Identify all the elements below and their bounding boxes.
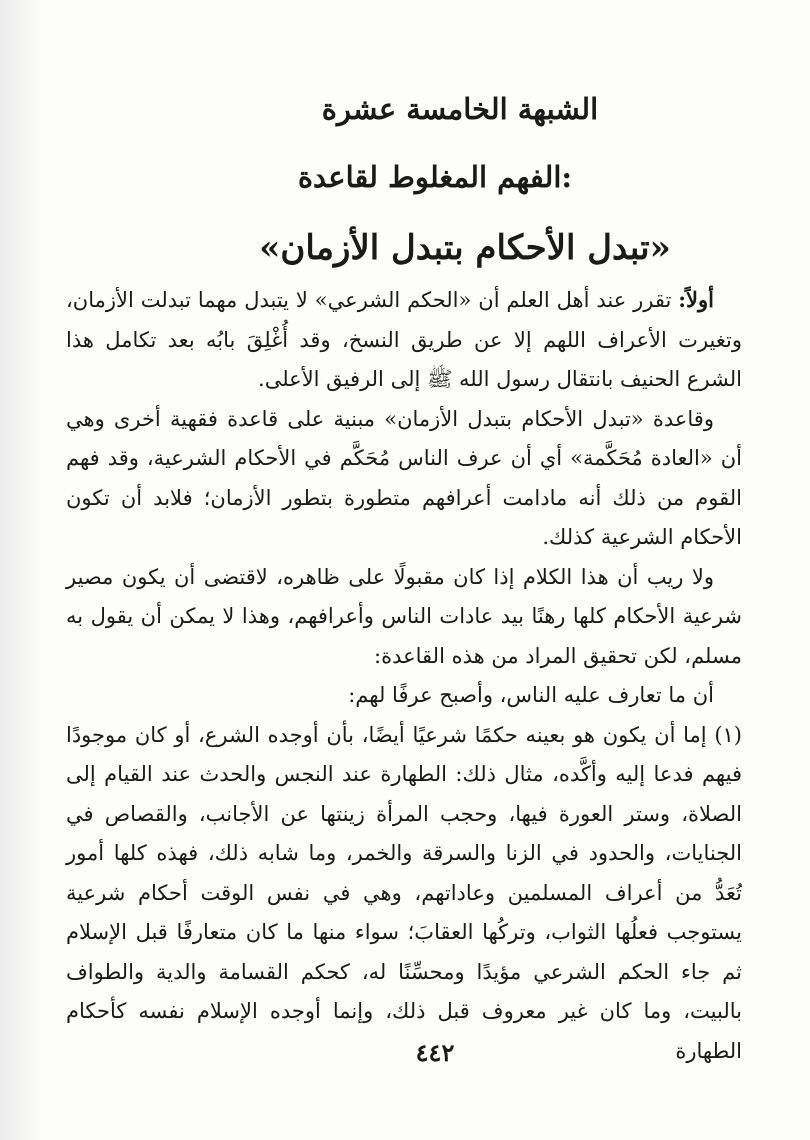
body-text	[66, 280, 742, 1071]
paragraph-4: أن ما تعارف عليه الناس، وأصبح عرفًا لهم:	[348, 683, 714, 707]
page-number: ٤٤٢	[415, 1038, 455, 1067]
paragraph-1	[66, 280, 742, 400]
paragraph-1-lead: أولاً:	[678, 287, 714, 312]
paragraph-5: (١) إما أن يكون هو بعينه حكمًا شرعيًا أيضًا، بأن أوجده الشرع، أو كان موجودًا فيهم فدعا إليه وأكَّده، مثال ذلك: الطهارة عند النجس والحدث عند القيام إلى الصلاة، وستر العورة فيها، وحجب المرأة زينتها عن الأجانب، والقصاص في الجنايات، والحدود في الزنا والسرقة والخمر، وما شابه ذلك، فهذه كلها أمور تُعَدُّ من أعراف المسلمين وعاداتهم، وهي في نفس الوقت أحكام شرعية يستوجب فعلُها الثواب، وتركُها العقابَ؛ سواء منها ما كان متعارفًا قبل الإسلام ثم جاء الحكم الشرعي مؤيدًا ومحسِّنًا له، كحكم القسامة والدية والطواف بالبيت، وما كان غير معروف قبل ذلك، وإنما أوجده الإسلام نفسه كأحكام الطهارة	[66, 722, 742, 1063]
paragraph-3: ولا ريب أن هذا الكلام إذا كان مقبولًا على ظاهره، لاقتضى أن يكون مصير شرعية الأحكام كلها رهنًا بيد عادات الناس وأعرافهم، وهذا لا يمكن أن يقول به مسلم، لكن تحقيق المراد من هذه القاعدة:	[66, 564, 742, 668]
chapter-title: الشبهة الخامسة عشرة	[321, 92, 599, 126]
paragraph-2: وقاعدة «تبدل الأحكام بتبدل الأزمان» مبنية على قاعدة فقهية أخرى وهي أن «العادة مُحَكَّمة» أي أن عرف الناس مُحَكَّم في الأحكام الشرعية، وقد فهم القوم من ذلك أنه مادامت أعرافهم متطورة بتطور الأزمان؛ فلابد أن تكون الأحكام الشرعية كذلك.	[66, 406, 742, 549]
chapter-headings	[0, 92, 810, 268]
chapter-subtitle: الفهم المغلوط لقاعدة:	[297, 160, 573, 194]
paragraph-1-text: تقرر عند أهل العلم أن «الحكم الشرعي» لا يتبدل مهما تبدلت الأزمان، وتغيرت الأعراف اللهم إلا عن طريق النسخ، وقد أُغْلِقَ بابُه بعد تكامل هذا الشرع الحنيف بانتقال رسول الله ﷺ إلى الرفيق الأعلى.	[66, 288, 742, 391]
rule-title: «تبدل الأحكام بتبدل الأزمان»	[259, 228, 671, 268]
